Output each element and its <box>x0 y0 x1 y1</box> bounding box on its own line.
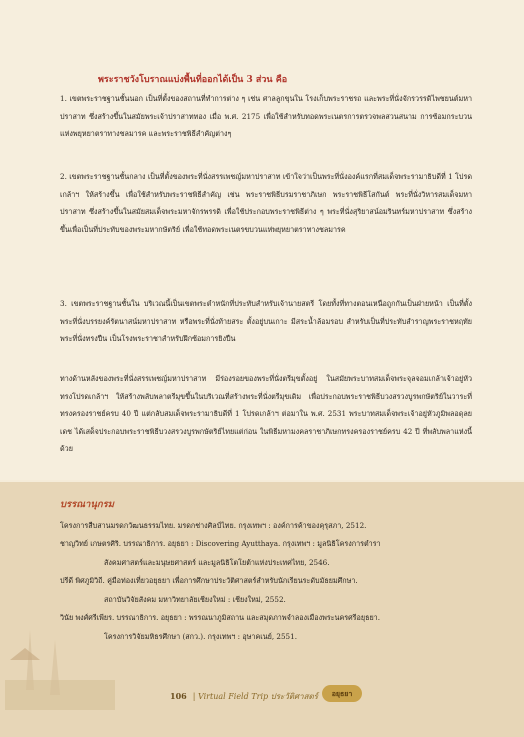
paragraph-3: 3. เขตพระราชฐานชั้นใน บริเวณนี้เป็นเขตพระตำหนักที่ประทับสำหรับเจ้านายสตรี โดยทั้งที่ทางตอนเหนือถูกกันเป็นฝ่ายหน้า เป็นที่ตั้งพระที่นั่งบรรยงค์รัตนาสน์มหาปราสาท หรือพระที่นั่งท้ายสระ ตั้งอยู่บนเกาะ มีสระน้ำล้อมรอบ สำหรับเป็นที่ประทับสำราญพระราชหฤทัย พระที่นั่งทรงปืน เป็นโรงพระราชาสำหรับฝึกซ้อมการยิงปืน <box>60 299 472 344</box>
reference-continuation: สถาบันวิจัยสังคม มหาวิทยาลัยเชียงใหม่ : เชียงใหม่, 2552. <box>104 594 286 604</box>
reference-item <box>60 535 476 572</box>
reference-continuation: สังคมศาสตร์และมนุษยศาสตร์ และมูลนิธิโตโยต้าแห่งประเทศไทย, 2546. <box>104 557 330 567</box>
reference-line: วินัย พงศ์ศรีเพียร. บรรณาธิการ. อยุธยา : พรรณนาภูมิสถาน และสมุดภาพจำลองเมืองพระนครศรีอยุธยา. <box>60 613 380 622</box>
footer: 106 | Virtual Field Trip ประวัติศาสตร์ <box>170 691 318 701</box>
paragraph-2: 2. เขตพระราชฐานชั้นกลาง เป็นที่ตั้งของพระที่นั่งสรรเพชญ์มหาปราสาท เข้าใจว่าเป็นพระที่นั่งองค์แรกที่สมเด็จพระรามาธิบดีที่ 1 โปรดเกล้าฯ ให้สร้างขึ้น เพื่อใช้สำหรับพระราชพิธีสำคัญ เช่น พระราชพิธีบรมราชาภิเษก พระราชพิธีโสกันต์ พระที่นั่งวิหารสมเด็จมหาปราสาท ซึ่งสร้างขึ้นในสมัยสมเด็จพระมหาจักรพรรดิ เพื่อใช้ประกอบพระราชพิธีต่าง ๆ พระที่นั่งสุริยาสน์อมรินทร์มหาปราสาท ซึ่งสร้างขึ้นเพื่อเป็นที่ประทับของพระมหากษัตริย์ เพื่อใช้ทอดพระเนตรขบวนแห่พยุหยาตราทางชลมารค <box>60 172 472 234</box>
section-heading: พระราชวังโบราณแบ่งพื้นที่ออกได้เป็น 3 ส่วน คือ <box>98 75 288 85</box>
reference-item <box>60 517 476 536</box>
reference-item <box>60 572 476 609</box>
paragraph-1: 1. เขตพระราชฐานชั้นนอก เป็นที่ตั้งของสถานที่ทำการต่าง ๆ เช่น ศาลลูกขุนใน โรงเก็บพระราชรถ และพระที่นั่งจักรวรรดิไพชยนต์มหาปราสาท ซึ่งสร้างขึ้นในสมัยพระเจ้าปราสาททอง เมื่อ พ.ศ. 2175 เพื่อใช้สำหรับทอดพระเนตรการตรวจพลสวนสนาม การซ้อมกระบวนแห่งพยุหยาตราทางชลมารค และพระราชพิธีสำคัญต่างๆ <box>60 94 472 139</box>
reference-continuation: โครงการวิจัยมหิธรศึกษา (สกว.). กรุงเทพฯ : อุษาคเนย์, 2551. <box>104 631 297 641</box>
temple-illustration-icon <box>0 620 120 710</box>
reference-line: ปรีดี พิศภูมิวิถี. คู่มือท่องเที่ยวอยุธยา เพื่อการศึกษาประวัติศาสตร์สำหรับนักเรียนระดับมัธยมศึกษา. <box>60 576 358 585</box>
page-number: 106 <box>170 691 187 701</box>
reference-item <box>60 609 476 646</box>
reference-line: ชาญวิทย์ เกษตรศิริ. บรรณาธิการ. อยุธยา : Discovering Ayutthaya. กรุงเทพฯ : มูลนิธิโครงการตำรา <box>60 539 381 548</box>
footer-title: Virtual Field Trip ประวัติศาสตร์ <box>197 692 318 701</box>
footer-badge: อยุธยา <box>322 685 362 702</box>
reference-line: โครงการสืบสานมรดกวัฒนธรรมไทย. มรดกช่างศิลป์ไทย. กรุงเทพฯ : องค์การค้าของคุรุสภา, 2512. <box>60 521 367 530</box>
paragraph-4: ทางด้านหลังของพระที่นั่งสรรเพชญ์มหาปราสาท มีร่องรอยของพระที่นั่งตรีมุขตั้งอยู่ ในสมัยพระบาทสมเด็จพระจุลจอมเกล้าเจ้าอยู่หัว ทรงโปรดเกล้าฯ ให้สร้างพลับพลาตรีมุขขึ้นในบริเวณที่สร้างพระที่นั่งตรีมุขเดิม เพื่อประกอบพระราชพิธีบวงสรวงบูรพกษัตริย์ในวาระที่ทรงครองราชย์ครบ 40 ปี แต่กลับสมเด็จพระรามาธิบดีที่ 1 โปรดเกล้าฯ ต่อมาใน พ.ศ. 2531 พระบาทสมเด็จพระเจ้าอยู่หัวภูมิพลอดุลยเดช ได้เสด็จประกอบพระราชพิธีบวงสรวงบูรพกษัตริย์ไทยแต่ก่อน ในพิธีมหามงคลราชาภิเษกทรงครองราชย์ครบ 42 ปี ที่พลับพลาแห่งนี้ด้วย <box>60 374 472 454</box>
references-title: บรรณานุกรม <box>60 499 114 510</box>
